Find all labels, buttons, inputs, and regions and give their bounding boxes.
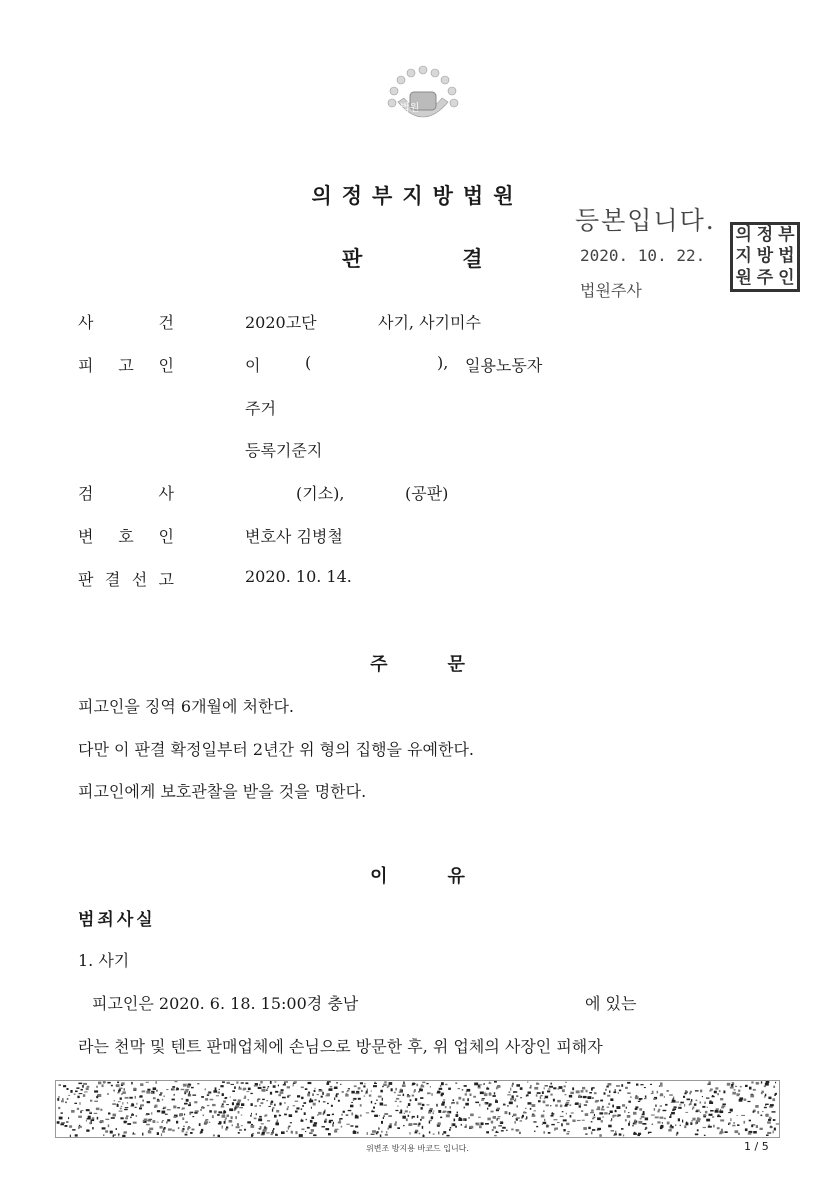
document-title [342, 243, 483, 273]
facts-line-2: 라는 천막 및 텐트 판매업체에 손님으로 방문한 후, 위 업체의 사장인 피해자 [78, 1037, 603, 1056]
facts-line-1b: 에 있는 [585, 994, 637, 1013]
certification-clerk: 법원주사 [580, 281, 642, 300]
seal-char: 인 [778, 267, 795, 288]
official-seal [730, 222, 800, 292]
label-judgment-date: 판 결 선 고 [78, 570, 174, 589]
anti-forgery-barcode [55, 1080, 780, 1138]
defendant-id-close: ), [437, 353, 449, 372]
court-name: 의정부지방법원 [311, 183, 524, 208]
defendant-registration-label: 등록기준지 [245, 441, 323, 460]
seal-char: 주 [756, 267, 774, 288]
title-char-1: 판 [342, 246, 363, 271]
certification-date: 2020. 10. 22. [580, 246, 706, 265]
emblem-label: 법원 [400, 103, 420, 114]
item-fraud: 1. 사기 [78, 951, 130, 970]
court-emblem-icon [384, 62, 462, 134]
page-number: 1 / 5 [744, 1140, 769, 1153]
label-defendant: 피 고 인 [78, 356, 174, 375]
crime-facts-subheading: 범죄사실 [78, 910, 156, 930]
seal-char: 지 [735, 246, 752, 267]
prosecutor-indictment: (기소), [296, 484, 345, 503]
seal-char: 법 [778, 246, 795, 267]
order-heading: 주 문 [370, 654, 465, 675]
title-char-2: 결 [462, 246, 483, 271]
label-case: 사 건 [78, 313, 174, 332]
defense-counsel: 변호사 김병철 [245, 527, 343, 546]
label-prosecutor: 검 사 [78, 484, 174, 503]
prosecutor-trial: (공판) [405, 484, 449, 503]
defendant-id-open: ( [305, 353, 312, 372]
reasons-heading: 이 유 [370, 866, 465, 887]
label-counsel: 변 호 인 [78, 527, 174, 546]
defendant-name: 이 [245, 356, 261, 375]
seal-char: 원 [735, 267, 752, 288]
seal-char: 정 [756, 225, 774, 245]
order-line-2: 다만 이 판결 확정일부터 2년간 위 형의 집행을 유예한다. [78, 740, 474, 759]
defendant-residence-label: 주거 [245, 399, 276, 418]
order-line-1: 피고인을 징역 6개월에 처한다. [78, 697, 294, 716]
barcode-note: 위변조 방지용 바코드 입니다. [366, 1144, 469, 1153]
seal-char: 부 [778, 225, 795, 245]
seal-char: 방 [756, 246, 774, 267]
case-charge: 사기, 사기미수 [378, 313, 481, 332]
case-number: 2020고단 [245, 313, 317, 332]
defendant-occupation: 일용노동자 [465, 356, 543, 375]
seal-char: 의 [735, 225, 752, 245]
judgment-date: 2020. 10. 14. [245, 567, 352, 586]
facts-line-1a: 피고인은 2020. 6. 18. 15:00경 충남 [92, 994, 359, 1013]
certified-copy-stamp: 등본입니다. [575, 206, 716, 235]
order-line-3: 피고인에게 보호관찰을 받을 것을 명한다. [78, 782, 367, 801]
